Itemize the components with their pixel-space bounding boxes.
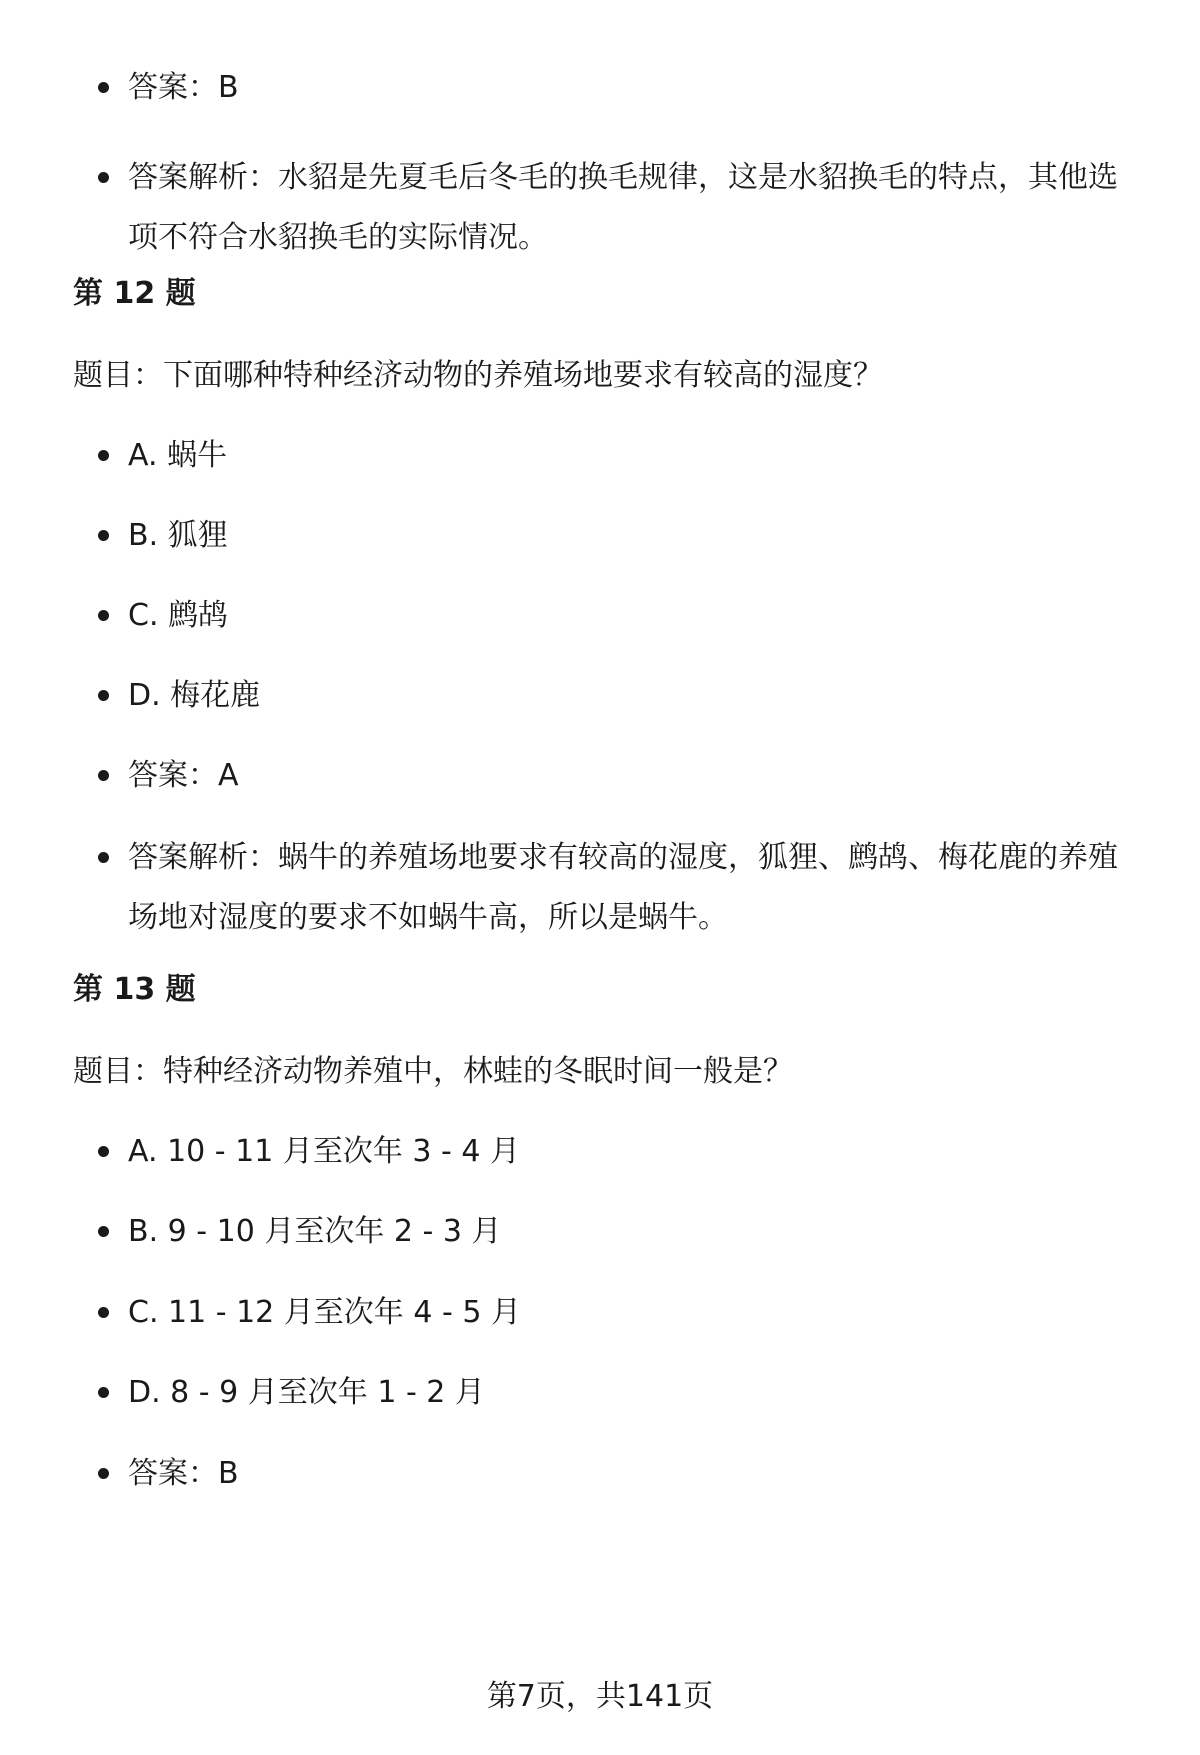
q11-explanation <box>96 148 1136 268</box>
q13-answer-text: 答案：B <box>128 1456 239 1491</box>
q13-option-d-text: D. 8 - 9 月至次年 1 - 2 月 <box>128 1375 485 1410</box>
bullet-dot <box>98 82 109 93</box>
bullet-dot <box>98 1307 109 1318</box>
q12-heading: 第 12 题 <box>73 276 196 311</box>
bullet-dot <box>98 450 109 461</box>
q13-question: 题目：特种经济动物养殖中，林蛙的冬眠时间一般是？ <box>73 1054 793 1089</box>
q13-option-a-text: A. 10 - 11 月至次年 3 - 4 月 <box>128 1134 520 1169</box>
bullet-dot <box>98 610 109 621</box>
q12-explanation <box>96 828 1136 948</box>
page-indicator: 第7页，共141页 <box>486 1679 714 1714</box>
q12-explanation-text: 答案解析：蜗牛的养殖场地要求有较高的湿度，狐狸、鹧鸪、梅花鹿的养殖场地对湿度的要求不如蜗牛高，所以是蜗牛。 <box>128 840 1118 935</box>
bullet-dot <box>98 690 109 701</box>
bullet-dot <box>98 1146 109 1157</box>
bullet-dot <box>98 852 109 863</box>
q13-option-b <box>96 1202 1136 1262</box>
q12-answer-text: 答案：A <box>128 758 239 793</box>
bullet-dot <box>98 1468 109 1479</box>
bullet-dot <box>98 770 109 781</box>
q12-option-c-text: C. 鹧鸪 <box>128 598 229 633</box>
q13-option-c <box>96 1283 1136 1343</box>
q12-option-a-text: A. 蜗牛 <box>128 438 228 473</box>
q12-option-d-text: D. 梅花鹿 <box>128 678 261 713</box>
q13-option-a <box>96 1122 1136 1182</box>
q11-explanation-text: 答案解析：水貂是先夏毛后冬毛的换毛规律，这是水貂换毛的特点，其他选项不符合水貂换毛的实际情况。 <box>128 160 1118 255</box>
q13-answer <box>96 1444 1136 1504</box>
q12-question: 题目：下面哪种特种经济动物的养殖场地要求有较高的湿度？ <box>73 358 883 393</box>
bullet-dot <box>98 1387 109 1398</box>
q12-option-b <box>96 506 1136 566</box>
q12-option-d <box>96 666 1136 726</box>
bullet-dot <box>98 530 109 541</box>
q11-answer <box>96 58 1136 118</box>
q13-option-b-text: B. 9 - 10 月至次年 2 - 3 月 <box>128 1214 502 1249</box>
q12-option-b-text: B. 狐狸 <box>128 518 228 553</box>
q13-option-d <box>96 1363 1136 1423</box>
q13-heading: 第 13 题 <box>73 972 196 1007</box>
q11-answer-text: 答案：B <box>128 70 239 105</box>
q12-option-a <box>96 426 1136 486</box>
q12-option-c <box>96 586 1136 646</box>
bullet-dot <box>98 1226 109 1237</box>
q12-answer <box>96 746 1136 806</box>
bullet-dot <box>98 172 109 183</box>
q13-option-c-text: C. 11 - 12 月至次年 4 - 5 月 <box>128 1295 521 1330</box>
